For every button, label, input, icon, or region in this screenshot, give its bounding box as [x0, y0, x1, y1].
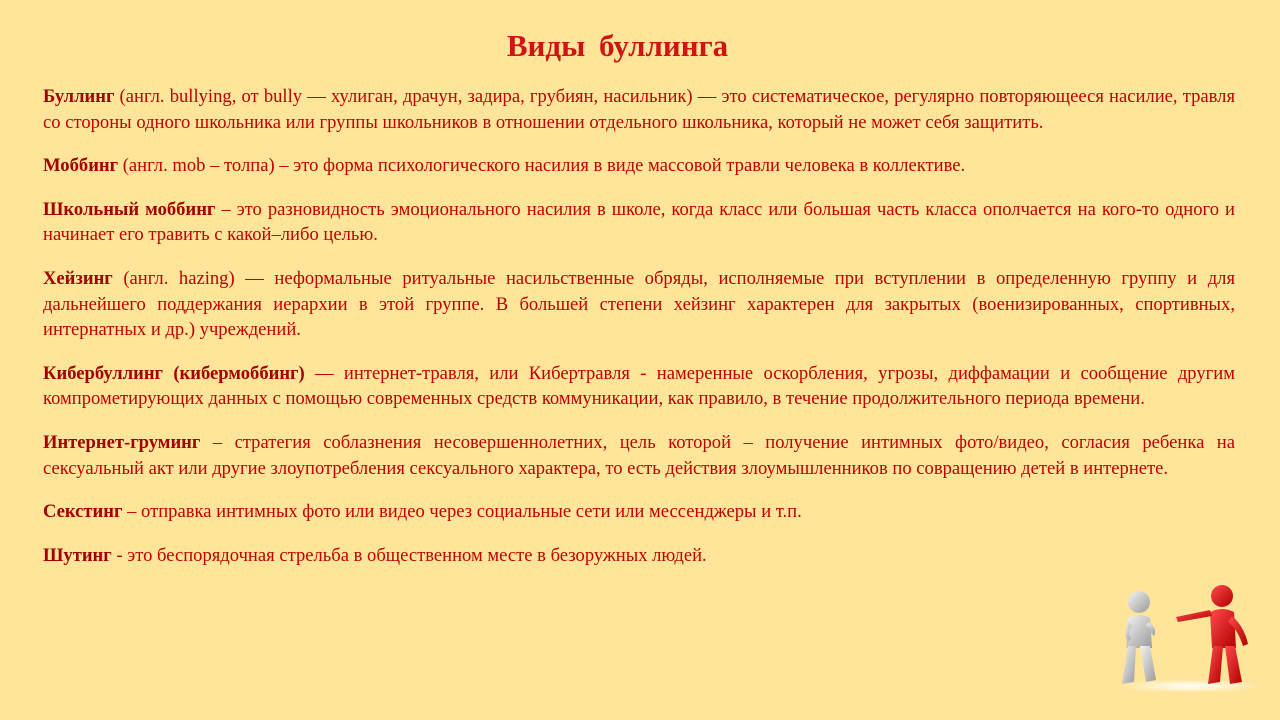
slide-title: Виды буллинга: [506, 28, 729, 63]
definition-text: — интернет-травля, или Кибертравля - намеренные оскорбления, угрозы, диффамации и сообщение другим компрометирующих данных с помощью современных средств коммуникации, как правило, в течение продолжительного периода времени.: [43, 362, 1235, 410]
definition-school-mobbing: [43, 197, 1235, 248]
definition-grooming: [43, 430, 1235, 481]
term-cyberbullying: Кибербуллинг (кибермоббинг): [43, 362, 305, 384]
definition-text: - это беспорядочная стрельба в общественном месте в безоружных людей.: [111, 544, 707, 566]
definition-mobbing: [43, 153, 1235, 179]
definition-cyberbullying: [43, 361, 1235, 412]
term-sexting: Секстинг: [43, 501, 123, 523]
term-bullying: Буллинг: [43, 86, 115, 107]
pointing-figures-image: [1112, 582, 1262, 694]
definition-text: (англ. hazing) — неформальные ритуальные насильственные обряды, исполняемые при вступлении в определенную группу и для дальнейшего поддержания иерархии в этой группе. В большей степени хейзинг характерен для закрытых (военизированных, спортивных, интернатных и др.) учреждений.: [43, 267, 1235, 341]
definition-shooting: [43, 543, 1235, 569]
definition-sexting: [43, 499, 1235, 525]
term-shooting: Шутинг: [43, 544, 112, 566]
red-figure-icon: [1176, 585, 1248, 684]
definition-hazing: [43, 266, 1235, 343]
term-mobbing: Моббинг: [43, 155, 119, 177]
definition-text: – стратегия соблазнения несовершеннолетних, цель которой – получение интимных фото/видео, согласия ребенка на сексуальный акт или другие злоупотребления сексуального характера, то есть действия злоумышленников по совращению детей в интернете.: [43, 431, 1235, 479]
term-school-mobbing: Школьный моббинг: [43, 198, 216, 220]
term-hazing: Хейзинг: [43, 267, 113, 289]
definition-bullying: [43, 84, 1235, 135]
definitions-list: [43, 84, 1235, 586]
grey-figure-icon: [1122, 591, 1156, 684]
definition-text: – это разновидность эмоционального насилия в школе, когда класс или большая часть класса ополчается на кого-то одного и начинает его травить с какой–либо целью.: [43, 198, 1235, 246]
definition-text: (англ. bullying, от bully — хулиган, драчун, задира, грубиян, насильник) — это систематическое, регулярно повторяющееся насилие, травля со стороны одного школьника или группы школьников в отношении отдельного школьника, который не может себя защитить.: [43, 86, 1235, 133]
definition-text: (англ. mob – толпа) – это форма психологического насилия в виде массовой травли человека в коллективе.: [118, 155, 966, 177]
definition-text: – отправка интимных фото или видео через социальные сети или мессенджеры и т.п.: [122, 501, 802, 523]
term-grooming: Интернет-груминг: [43, 431, 201, 453]
